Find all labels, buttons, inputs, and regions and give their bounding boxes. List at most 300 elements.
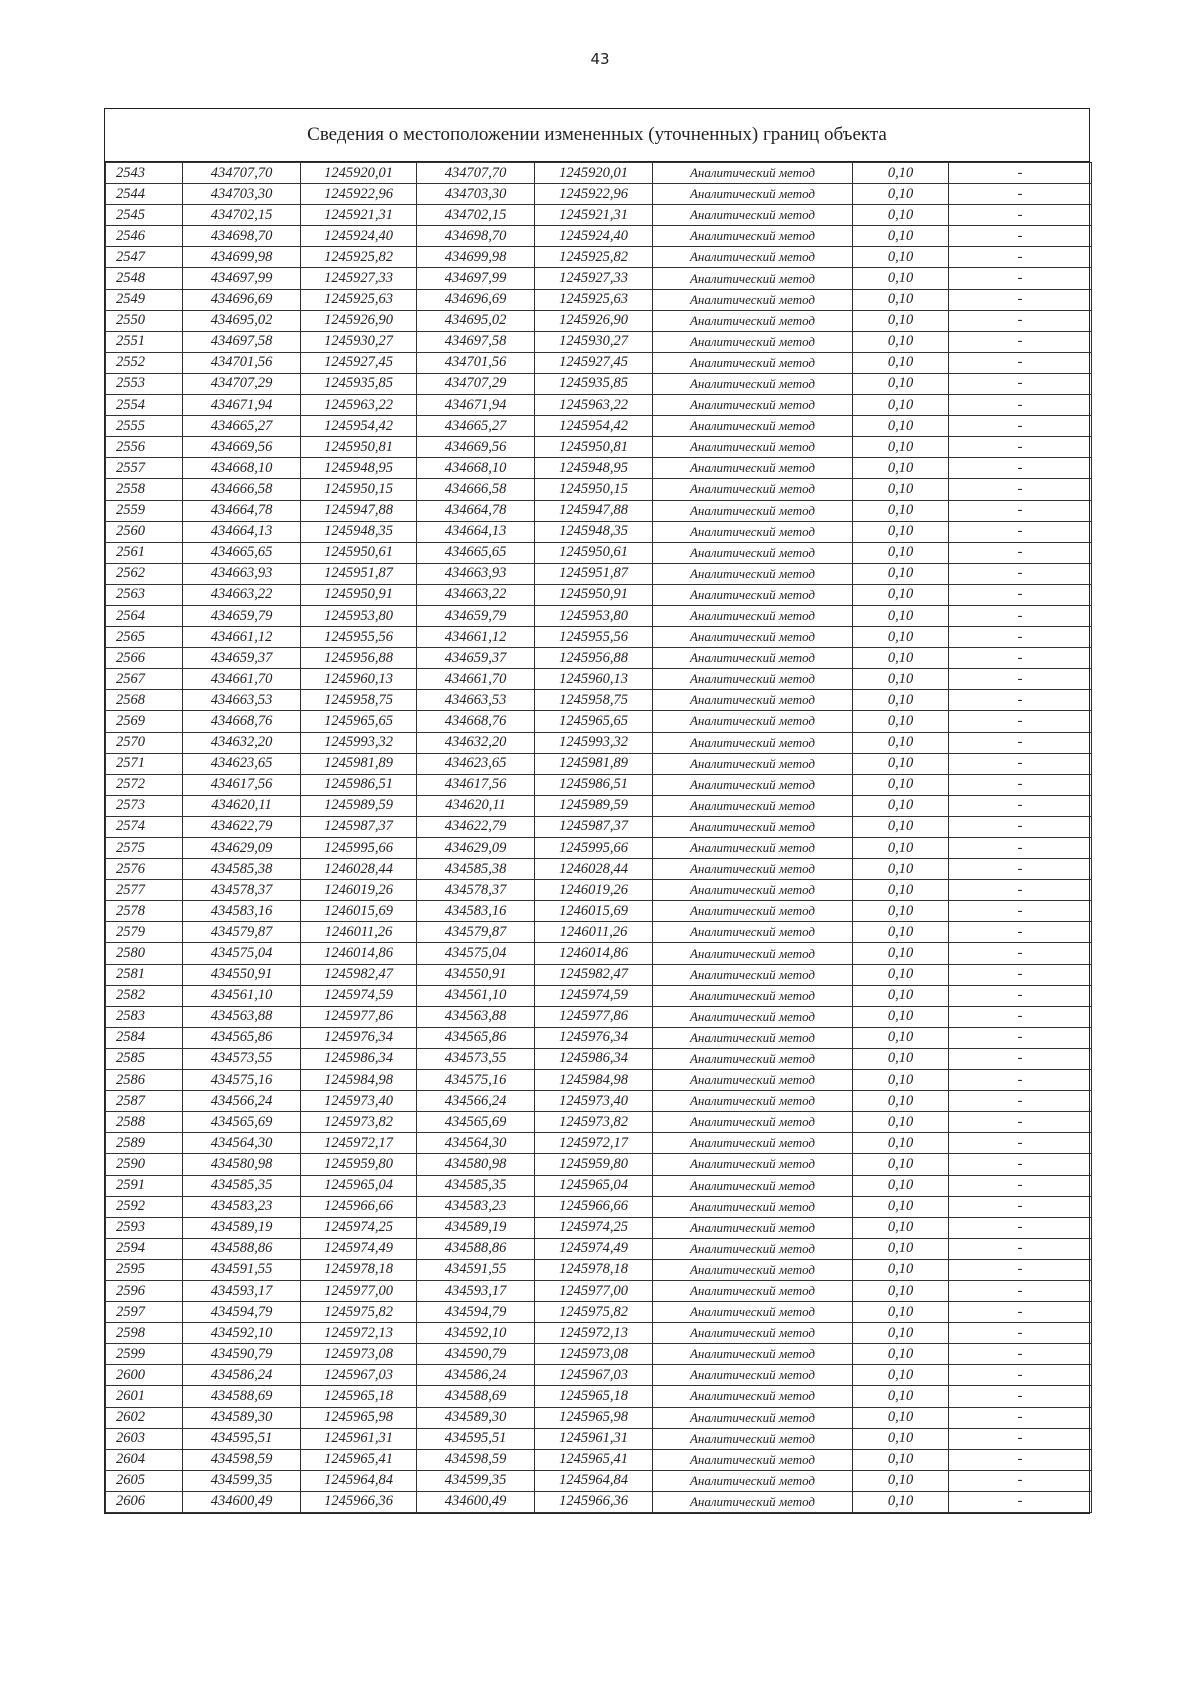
point-number-cell: 2561	[106, 542, 183, 563]
x-existing-cell: 434659,37	[183, 648, 301, 669]
y-existing-cell: 1245965,18	[301, 1386, 417, 1407]
point-number-cell: 2566	[106, 648, 183, 669]
y-new-cell: 1245925,82	[535, 247, 653, 268]
y-new-cell: 1245966,36	[535, 1491, 653, 1512]
method-cell: Аналитический метод	[653, 373, 853, 394]
accuracy-cell: 0,10	[853, 1217, 949, 1238]
description-cell: -	[949, 352, 1092, 373]
method-cell: Аналитический метод	[653, 542, 853, 563]
y-new-cell: 1245987,37	[535, 816, 653, 837]
y-new-cell: 1246019,26	[535, 880, 653, 901]
point-number-cell: 2576	[106, 859, 183, 880]
x-existing-cell: 434661,12	[183, 627, 301, 648]
accuracy-cell: 0,10	[853, 1259, 949, 1280]
method-cell: Аналитический метод	[653, 880, 853, 901]
accuracy-cell: 0,10	[853, 1365, 949, 1386]
x-new-cell: 434591,55	[417, 1259, 535, 1280]
y-existing-cell: 1245950,91	[301, 584, 417, 605]
method-cell: Аналитический метод	[653, 395, 853, 416]
y-existing-cell: 1245981,89	[301, 753, 417, 774]
description-cell: -	[949, 1133, 1092, 1154]
description-cell: -	[949, 226, 1092, 247]
y-existing-cell: 1245976,34	[301, 1027, 417, 1048]
table-row	[106, 880, 1092, 901]
description-cell: -	[949, 838, 1092, 859]
x-existing-cell: 434623,65	[183, 753, 301, 774]
x-existing-cell: 434665,27	[183, 416, 301, 437]
x-new-cell: 434664,78	[417, 500, 535, 521]
x-existing-cell: 434583,23	[183, 1196, 301, 1217]
x-new-cell: 434698,70	[417, 226, 535, 247]
description-cell: -	[949, 753, 1092, 774]
table-row	[106, 437, 1092, 458]
x-new-cell: 434617,56	[417, 774, 535, 795]
accuracy-cell: 0,10	[853, 880, 949, 901]
x-existing-cell: 434697,58	[183, 331, 301, 352]
table-row	[106, 1048, 1092, 1069]
table-row	[106, 816, 1092, 837]
table-row	[106, 226, 1092, 247]
method-cell: Аналитический метод	[653, 1154, 853, 1175]
x-existing-cell: 434598,59	[183, 1449, 301, 1470]
y-new-cell: 1245984,98	[535, 1070, 653, 1091]
table-row	[106, 1175, 1092, 1196]
y-new-cell: 1245950,15	[535, 479, 653, 500]
accuracy-cell: 0,10	[853, 310, 949, 331]
x-new-cell: 434697,99	[417, 268, 535, 289]
y-existing-cell: 1245956,88	[301, 648, 417, 669]
description-cell: -	[949, 1217, 1092, 1238]
y-new-cell: 1245950,81	[535, 437, 653, 458]
method-cell: Аналитический метод	[653, 1112, 853, 1133]
point-number-cell: 2577	[106, 880, 183, 901]
x-existing-cell: 434564,30	[183, 1133, 301, 1154]
point-number-cell: 2595	[106, 1259, 183, 1280]
method-cell: Аналитический метод	[653, 1407, 853, 1428]
x-existing-cell: 434585,38	[183, 859, 301, 880]
x-new-cell: 434659,37	[417, 648, 535, 669]
table-row	[106, 1407, 1092, 1428]
table-row	[106, 1027, 1092, 1048]
description-cell: -	[949, 690, 1092, 711]
y-existing-cell: 1245922,96	[301, 184, 417, 205]
y-existing-cell: 1245966,36	[301, 1491, 417, 1512]
point-number-cell: 2572	[106, 774, 183, 795]
accuracy-cell: 0,10	[853, 521, 949, 542]
description-cell: -	[949, 289, 1092, 310]
description-cell: -	[949, 1344, 1092, 1365]
x-existing-cell: 434701,56	[183, 352, 301, 373]
accuracy-cell: 0,10	[853, 627, 949, 648]
table-row	[106, 1470, 1092, 1491]
point-number-cell: 2581	[106, 964, 183, 985]
accuracy-cell: 0,10	[853, 1386, 949, 1407]
x-existing-cell: 434666,58	[183, 479, 301, 500]
description-cell: -	[949, 310, 1092, 331]
x-existing-cell: 434550,91	[183, 964, 301, 985]
accuracy-cell: 0,10	[853, 605, 949, 626]
x-existing-cell: 434668,76	[183, 711, 301, 732]
y-new-cell: 1245948,35	[535, 521, 653, 542]
accuracy-cell: 0,10	[853, 479, 949, 500]
accuracy-cell: 0,10	[853, 838, 949, 859]
point-number-cell: 2603	[106, 1428, 183, 1449]
x-new-cell: 434589,30	[417, 1407, 535, 1428]
x-new-cell: 434599,35	[417, 1470, 535, 1491]
description-cell: -	[949, 1091, 1092, 1112]
description-cell: -	[949, 163, 1092, 184]
point-number-cell: 2546	[106, 226, 183, 247]
y-existing-cell: 1245960,13	[301, 669, 417, 690]
x-existing-cell: 434695,02	[183, 310, 301, 331]
description-cell: -	[949, 1428, 1092, 1449]
x-existing-cell: 434590,79	[183, 1344, 301, 1365]
accuracy-cell: 0,10	[853, 584, 949, 605]
table-row	[106, 1428, 1092, 1449]
x-existing-cell: 434588,86	[183, 1238, 301, 1259]
method-cell: Аналитический метод	[653, 1238, 853, 1259]
accuracy-cell: 0,10	[853, 1112, 949, 1133]
y-new-cell: 1245977,00	[535, 1280, 653, 1301]
method-cell: Аналитический метод	[653, 205, 853, 226]
method-cell: Аналитический метод	[653, 732, 853, 753]
point-number-cell: 2567	[106, 669, 183, 690]
x-existing-cell: 434589,19	[183, 1217, 301, 1238]
y-new-cell: 1245920,01	[535, 163, 653, 184]
y-new-cell: 1245927,45	[535, 352, 653, 373]
method-cell: Аналитический метод	[653, 310, 853, 331]
point-number-cell: 2606	[106, 1491, 183, 1512]
x-existing-cell: 434563,88	[183, 1006, 301, 1027]
description-cell: -	[949, 711, 1092, 732]
y-existing-cell: 1245974,59	[301, 985, 417, 1006]
description-cell: -	[949, 880, 1092, 901]
table-row	[106, 669, 1092, 690]
accuracy-cell: 0,10	[853, 226, 949, 247]
method-cell: Аналитический метод	[653, 1006, 853, 1027]
accuracy-cell: 0,10	[853, 1048, 949, 1069]
x-existing-cell: 434595,51	[183, 1428, 301, 1449]
point-number-cell: 2604	[106, 1449, 183, 1470]
point-number-cell: 2584	[106, 1027, 183, 1048]
description-cell: -	[949, 205, 1092, 226]
x-new-cell: 434629,09	[417, 838, 535, 859]
table-row	[106, 1491, 1092, 1512]
accuracy-cell: 0,10	[853, 1280, 949, 1301]
method-cell: Аналитический метод	[653, 458, 853, 479]
x-new-cell: 434592,10	[417, 1323, 535, 1344]
accuracy-cell: 0,10	[853, 1491, 949, 1512]
y-existing-cell: 1245958,75	[301, 690, 417, 711]
method-cell: Аналитический метод	[653, 774, 853, 795]
y-existing-cell: 1245927,45	[301, 352, 417, 373]
y-new-cell: 1245965,04	[535, 1175, 653, 1196]
description-cell: -	[949, 648, 1092, 669]
y-existing-cell: 1245989,59	[301, 795, 417, 816]
table-row	[106, 584, 1092, 605]
y-new-cell: 1245995,66	[535, 838, 653, 859]
x-existing-cell: 434629,09	[183, 838, 301, 859]
x-existing-cell: 434617,56	[183, 774, 301, 795]
description-cell: -	[949, 247, 1092, 268]
point-number-cell: 2597	[106, 1302, 183, 1323]
x-existing-cell: 434702,15	[183, 205, 301, 226]
table-row	[106, 563, 1092, 584]
y-existing-cell: 1246028,44	[301, 859, 417, 880]
x-existing-cell: 434707,70	[183, 163, 301, 184]
table-row	[106, 943, 1092, 964]
table-row	[106, 479, 1092, 500]
x-existing-cell: 434575,16	[183, 1070, 301, 1091]
x-new-cell: 434632,20	[417, 732, 535, 753]
accuracy-cell: 0,10	[853, 774, 949, 795]
point-number-cell: 2579	[106, 922, 183, 943]
x-existing-cell: 434668,10	[183, 458, 301, 479]
method-cell: Аналитический метод	[653, 1344, 853, 1365]
method-cell: Аналитический метод	[653, 901, 853, 922]
description-cell: -	[949, 1238, 1092, 1259]
y-new-cell: 1245959,80	[535, 1154, 653, 1175]
x-existing-cell: 434593,17	[183, 1280, 301, 1301]
table-row	[106, 711, 1092, 732]
y-existing-cell: 1245967,03	[301, 1365, 417, 1386]
table-row	[106, 648, 1092, 669]
y-existing-cell: 1245950,61	[301, 542, 417, 563]
y-existing-cell: 1245977,00	[301, 1280, 417, 1301]
point-number-cell: 2549	[106, 289, 183, 310]
y-new-cell: 1245982,47	[535, 964, 653, 985]
y-new-cell: 1245953,80	[535, 605, 653, 626]
x-existing-cell: 434665,65	[183, 542, 301, 563]
method-cell: Аналитический метод	[653, 563, 853, 584]
x-existing-cell: 434698,70	[183, 226, 301, 247]
point-number-cell: 2570	[106, 732, 183, 753]
method-cell: Аналитический метод	[653, 648, 853, 669]
description-cell: -	[949, 627, 1092, 648]
table-body	[106, 163, 1092, 1513]
table-row	[106, 753, 1092, 774]
x-new-cell: 434585,35	[417, 1175, 535, 1196]
table-row	[106, 352, 1092, 373]
y-new-cell: 1245951,87	[535, 563, 653, 584]
y-existing-cell: 1245950,81	[301, 437, 417, 458]
method-cell: Аналитический метод	[653, 331, 853, 352]
accuracy-cell: 0,10	[853, 795, 949, 816]
method-cell: Аналитический метод	[653, 584, 853, 605]
x-new-cell: 434580,98	[417, 1154, 535, 1175]
x-new-cell: 434594,79	[417, 1302, 535, 1323]
table-row	[106, 690, 1092, 711]
x-new-cell: 434563,88	[417, 1006, 535, 1027]
method-cell: Аналитический метод	[653, 1133, 853, 1154]
x-new-cell: 434661,70	[417, 669, 535, 690]
method-cell: Аналитический метод	[653, 795, 853, 816]
accuracy-cell: 0,10	[853, 922, 949, 943]
description-cell: -	[949, 395, 1092, 416]
x-existing-cell: 434632,20	[183, 732, 301, 753]
point-number-cell: 2554	[106, 395, 183, 416]
table-row	[106, 163, 1092, 184]
y-existing-cell: 1245948,95	[301, 458, 417, 479]
table-row	[106, 732, 1092, 753]
point-number-cell: 2582	[106, 985, 183, 1006]
point-number-cell: 2555	[106, 416, 183, 437]
y-new-cell: 1246015,69	[535, 901, 653, 922]
point-number-cell: 2569	[106, 711, 183, 732]
x-new-cell: 434583,23	[417, 1196, 535, 1217]
y-new-cell: 1245955,56	[535, 627, 653, 648]
description-cell: -	[949, 521, 1092, 542]
accuracy-cell: 0,10	[853, 247, 949, 268]
point-number-cell: 2590	[106, 1154, 183, 1175]
x-existing-cell: 434697,99	[183, 268, 301, 289]
table-row	[106, 1112, 1092, 1133]
y-existing-cell: 1245984,98	[301, 1070, 417, 1091]
x-existing-cell: 434664,13	[183, 521, 301, 542]
table-row	[106, 1133, 1092, 1154]
table-row	[106, 1323, 1092, 1344]
table-row	[106, 795, 1092, 816]
point-number-cell: 2598	[106, 1323, 183, 1344]
description-cell: -	[949, 985, 1092, 1006]
x-new-cell: 434620,11	[417, 795, 535, 816]
x-new-cell: 434696,69	[417, 289, 535, 310]
y-existing-cell: 1245973,40	[301, 1091, 417, 1112]
method-cell: Аналитический метод	[653, 500, 853, 521]
x-existing-cell: 434583,16	[183, 901, 301, 922]
point-number-cell: 2552	[106, 352, 183, 373]
x-existing-cell: 434671,94	[183, 395, 301, 416]
y-existing-cell: 1245965,98	[301, 1407, 417, 1428]
x-existing-cell: 434565,69	[183, 1112, 301, 1133]
point-number-cell: 2544	[106, 184, 183, 205]
table-row	[106, 627, 1092, 648]
method-cell: Аналитический метод	[653, 289, 853, 310]
y-new-cell: 1245975,82	[535, 1302, 653, 1323]
table-row	[106, 1006, 1092, 1027]
x-new-cell: 434575,04	[417, 943, 535, 964]
point-number-cell: 2593	[106, 1217, 183, 1238]
x-existing-cell: 434703,30	[183, 184, 301, 205]
y-existing-cell: 1245993,32	[301, 732, 417, 753]
x-existing-cell: 434591,55	[183, 1259, 301, 1280]
point-number-cell: 2578	[106, 901, 183, 922]
y-new-cell: 1245976,34	[535, 1027, 653, 1048]
method-cell: Аналитический метод	[653, 1323, 853, 1344]
table-row	[106, 289, 1092, 310]
table-row	[106, 500, 1092, 521]
y-new-cell: 1245974,25	[535, 1217, 653, 1238]
point-number-cell: 2596	[106, 1280, 183, 1301]
y-new-cell: 1245973,08	[535, 1344, 653, 1365]
accuracy-cell: 0,10	[853, 1070, 949, 1091]
y-new-cell: 1245964,84	[535, 1470, 653, 1491]
y-new-cell: 1245956,88	[535, 648, 653, 669]
x-new-cell: 434600,49	[417, 1491, 535, 1512]
y-new-cell: 1245965,65	[535, 711, 653, 732]
description-cell: -	[949, 922, 1092, 943]
x-existing-cell: 434661,70	[183, 669, 301, 690]
method-cell: Аналитический метод	[653, 1428, 853, 1449]
x-existing-cell: 434663,93	[183, 563, 301, 584]
x-existing-cell: 434622,79	[183, 816, 301, 837]
point-number-cell: 2545	[106, 205, 183, 226]
y-existing-cell: 1245978,18	[301, 1259, 417, 1280]
point-number-cell: 2592	[106, 1196, 183, 1217]
x-existing-cell: 434566,24	[183, 1091, 301, 1112]
accuracy-cell: 0,10	[853, 458, 949, 479]
point-number-cell: 2573	[106, 795, 183, 816]
x-existing-cell: 434599,35	[183, 1470, 301, 1491]
description-cell: -	[949, 500, 1092, 521]
y-existing-cell: 1245975,82	[301, 1302, 417, 1323]
accuracy-cell: 0,10	[853, 943, 949, 964]
accuracy-cell: 0,10	[853, 1175, 949, 1196]
description-cell: -	[949, 1386, 1092, 1407]
y-new-cell: 1245973,82	[535, 1112, 653, 1133]
x-new-cell: 434665,27	[417, 416, 535, 437]
point-number-cell: 2548	[106, 268, 183, 289]
y-existing-cell: 1245973,08	[301, 1344, 417, 1365]
y-existing-cell: 1245920,01	[301, 163, 417, 184]
x-existing-cell: 434589,30	[183, 1407, 301, 1428]
accuracy-cell: 0,10	[853, 563, 949, 584]
y-new-cell: 1245963,22	[535, 395, 653, 416]
table-row	[106, 247, 1092, 268]
x-existing-cell: 434573,55	[183, 1048, 301, 1069]
description-cell: -	[949, 605, 1092, 626]
description-cell: -	[949, 1154, 1092, 1175]
x-new-cell: 434668,10	[417, 458, 535, 479]
description-cell: -	[949, 1027, 1092, 1048]
table-row	[106, 1154, 1092, 1175]
x-new-cell: 434703,30	[417, 184, 535, 205]
x-new-cell: 434579,87	[417, 922, 535, 943]
method-cell: Аналитический метод	[653, 816, 853, 837]
table-row	[106, 458, 1092, 479]
accuracy-cell: 0,10	[853, 1344, 949, 1365]
x-existing-cell: 434565,86	[183, 1027, 301, 1048]
table-row	[106, 985, 1092, 1006]
description-cell: -	[949, 859, 1092, 880]
x-new-cell: 434622,79	[417, 816, 535, 837]
point-number-cell: 2563	[106, 584, 183, 605]
x-new-cell: 434589,19	[417, 1217, 535, 1238]
y-new-cell: 1245981,89	[535, 753, 653, 774]
description-cell: -	[949, 268, 1092, 289]
x-existing-cell: 434580,98	[183, 1154, 301, 1175]
description-cell: -	[949, 1407, 1092, 1428]
y-new-cell: 1245954,42	[535, 416, 653, 437]
accuracy-cell: 0,10	[853, 205, 949, 226]
y-existing-cell: 1245982,47	[301, 964, 417, 985]
accuracy-cell: 0,10	[853, 395, 949, 416]
accuracy-cell: 0,10	[853, 289, 949, 310]
x-new-cell: 434595,51	[417, 1428, 535, 1449]
table-row	[106, 1449, 1092, 1470]
description-cell: -	[949, 1491, 1092, 1512]
point-number-cell: 2568	[106, 690, 183, 711]
x-existing-cell: 434707,29	[183, 373, 301, 394]
description-cell: -	[949, 1175, 1092, 1196]
point-number-cell: 2565	[106, 627, 183, 648]
accuracy-cell: 0,10	[853, 184, 949, 205]
y-new-cell: 1245973,40	[535, 1091, 653, 1112]
description-cell: -	[949, 1365, 1092, 1386]
table-row	[106, 838, 1092, 859]
table-row	[106, 1217, 1092, 1238]
y-existing-cell: 1245959,80	[301, 1154, 417, 1175]
